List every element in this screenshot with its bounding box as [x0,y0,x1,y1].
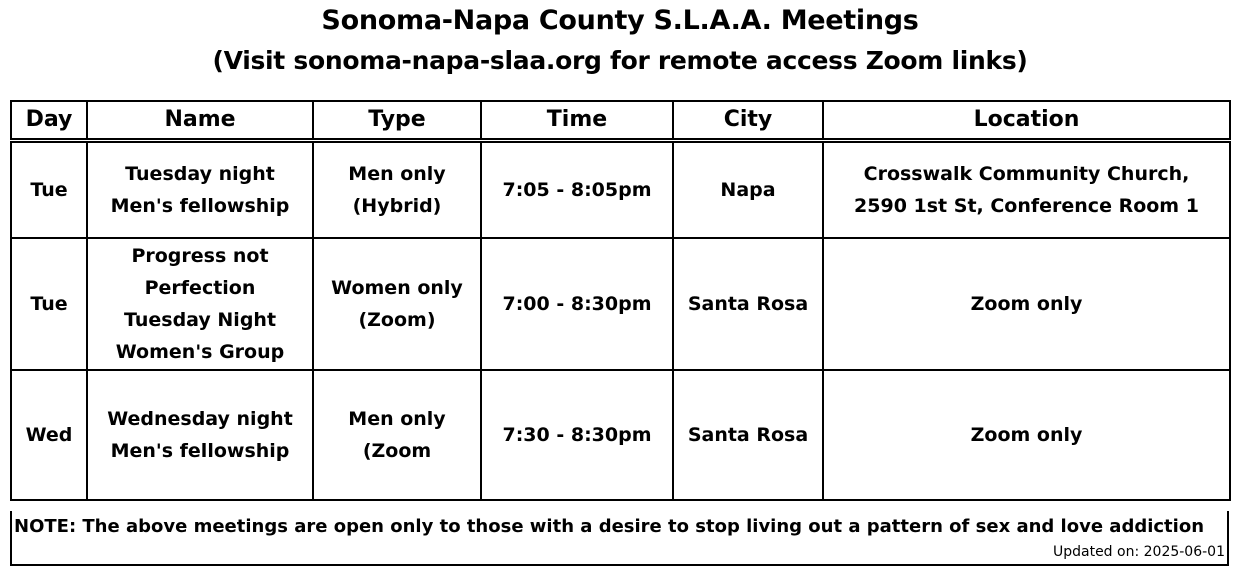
meetings-table [10,100,1231,501]
cell-location [823,141,1230,239]
cell-name [87,238,313,370]
cell-city: Napa [673,141,823,239]
cell-city: Santa Rosa [673,370,823,500]
cell-location [823,238,1230,370]
cell-day: Wed [11,370,87,500]
header-day: Day [11,101,87,141]
cell-location-line: Zoom only [970,424,1083,446]
cell-type-line: Men only [348,163,446,185]
cell-location [823,370,1230,500]
table-header-row [11,101,1230,141]
table-row [11,238,1230,370]
cell-name-line: Men's fellowship [110,440,290,462]
cell-type [313,238,481,370]
cell-type-line: Men only [348,408,446,430]
header-type: Type [313,101,481,141]
cell-type-line: (Zoom [362,440,432,462]
cell-type [313,141,481,239]
cell-name [87,370,313,500]
cell-type-line: Women only [331,277,463,299]
cell-name [87,141,313,239]
cell-type-line: (Hybrid) [352,195,442,217]
cell-location-line: Zoom only [970,293,1083,315]
table-row [11,141,1230,239]
header-city: City [673,101,823,141]
updated-date: Updated on: 2025-06-01 [1052,544,1225,560]
cell-name-line: Men's fellowship [110,195,290,217]
cell-time: 7:00 - 8:30pm [481,238,673,370]
cell-day: Tue [11,238,87,370]
table-row [11,370,1230,500]
note-text: NOTE: The above meetings are open only to those with a desire to stop living out a pattern of sex and love addiction [14,516,1205,537]
page-title: Sonoma-Napa County S.L.A.A. Meetings [321,5,919,36]
cell-name-line: Wednesday night [107,408,293,430]
cell-location-line: 2590 1st St, Conference Room 1 [854,195,1199,217]
note-box [10,511,1229,566]
cell-type [313,370,481,500]
page-subtitle: (Visit sonoma-napa-slaa.org for remote access Zoom links) [212,46,1028,75]
cell-city: Santa Rosa [673,238,823,370]
cell-type-line: (Zoom) [358,309,436,331]
cell-name-line: Tuesday night [125,163,275,185]
cell-name-line: Tuesday Night [123,309,277,331]
cell-time: 7:30 - 8:30pm [481,370,673,500]
cell-time: 7:05 - 8:05pm [481,141,673,239]
header-location: Location [823,101,1230,141]
header-name: Name [87,101,313,141]
cell-day: Tue [11,141,87,239]
cell-name-line: Perfection [144,277,256,299]
cell-name-line: Progress not [131,245,269,267]
cell-location-line: Crosswalk Community Church, [863,163,1190,185]
header-time: Time [481,101,673,141]
cell-name-line: Women's Group [115,341,285,363]
